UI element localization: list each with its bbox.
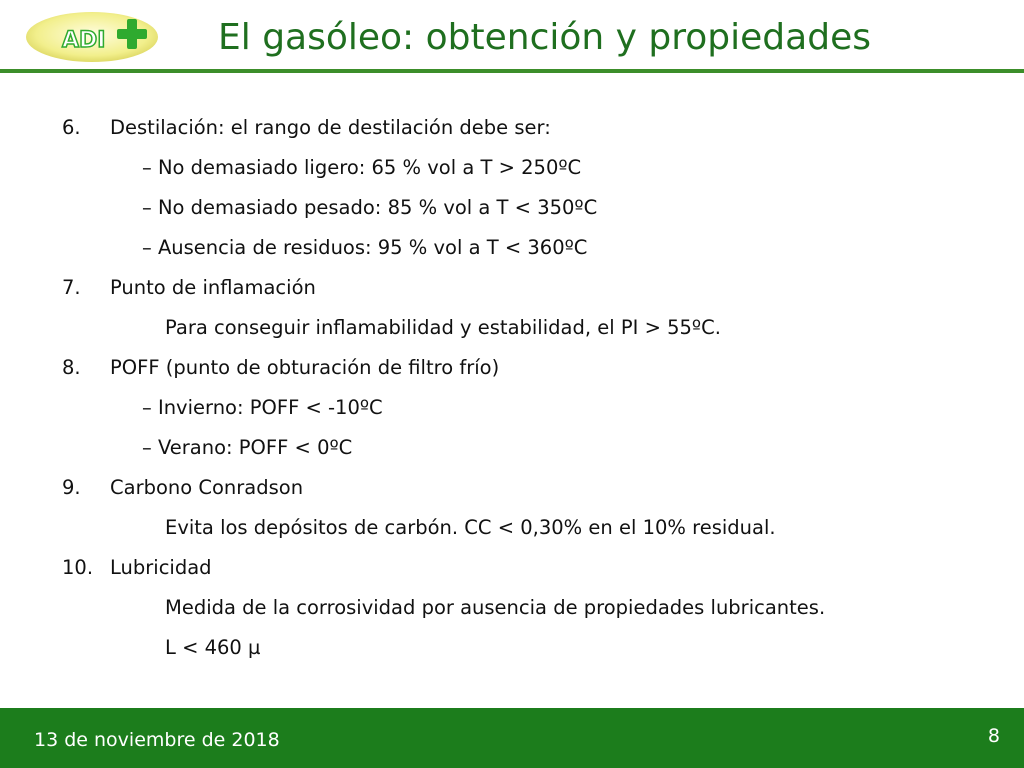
subitem-text: – No demasiado ligero: 65 % vol a T > 250ºC <box>142 156 582 179</box>
detail-text: Evita los depósitos de carbón. CC < 0,30% en el 10% residual. <box>165 516 776 539</box>
subitem-text: – No demasiado pesado: 85 % vol a T < 350ºC <box>142 196 598 219</box>
detail-text: Medida de la corrosividad por ausencia de propiedades lubricantes. <box>165 596 826 619</box>
item-number: 8. <box>62 356 81 379</box>
item-number: 7. <box>62 276 81 299</box>
item-number: 9. <box>62 476 81 499</box>
list-subitem <box>0 148 1000 188</box>
list-subitem <box>0 508 1000 548</box>
svg-text:ADI: ADI <box>62 28 106 53</box>
list-subitem <box>0 188 1000 228</box>
subitem-text: – Ausencia de residuos: 95 % vol a T < 360ºC <box>142 236 588 259</box>
footer-date: 13 de noviembre de 2018 <box>34 729 280 751</box>
item-text: Lubricidad <box>110 556 212 579</box>
item-number: 6. <box>62 116 81 139</box>
list-item <box>0 468 1000 508</box>
list-item <box>0 108 1000 148</box>
item-text: Punto de inflamación <box>110 276 316 299</box>
list-item <box>0 548 1000 588</box>
item-text: POFF (punto de obturación de filtro frío) <box>110 356 500 379</box>
slide-title: El gasóleo: obtención y propiedades <box>218 17 871 58</box>
detail-text: Para conseguir inflamabilidad y estabilidad, el PI > 55ºC. <box>165 316 721 339</box>
adi-logo <box>24 10 160 64</box>
list-subitem <box>0 388 1000 428</box>
list-subitem <box>0 228 1000 268</box>
item-text: Carbono Conradson <box>110 476 304 499</box>
list-item <box>0 348 1000 388</box>
list-subitem <box>0 628 1000 668</box>
list-subitem <box>0 588 1000 628</box>
list-item <box>0 268 1000 308</box>
detail-text: L < 460 µ <box>165 636 261 659</box>
item-number: 10. <box>62 556 94 579</box>
list-subitem <box>0 308 1000 348</box>
logo-text <box>62 28 105 53</box>
title-underline <box>0 69 1024 73</box>
subitem-text: – Verano: POFF < 0ºC <box>142 436 353 459</box>
list-subitem <box>0 428 1000 468</box>
subitem-text: – Invierno: POFF < -10ºC <box>142 396 383 419</box>
page-number: 8 <box>987 725 1000 747</box>
item-text: Destilación: el rango de destilación debe ser: <box>110 116 551 139</box>
